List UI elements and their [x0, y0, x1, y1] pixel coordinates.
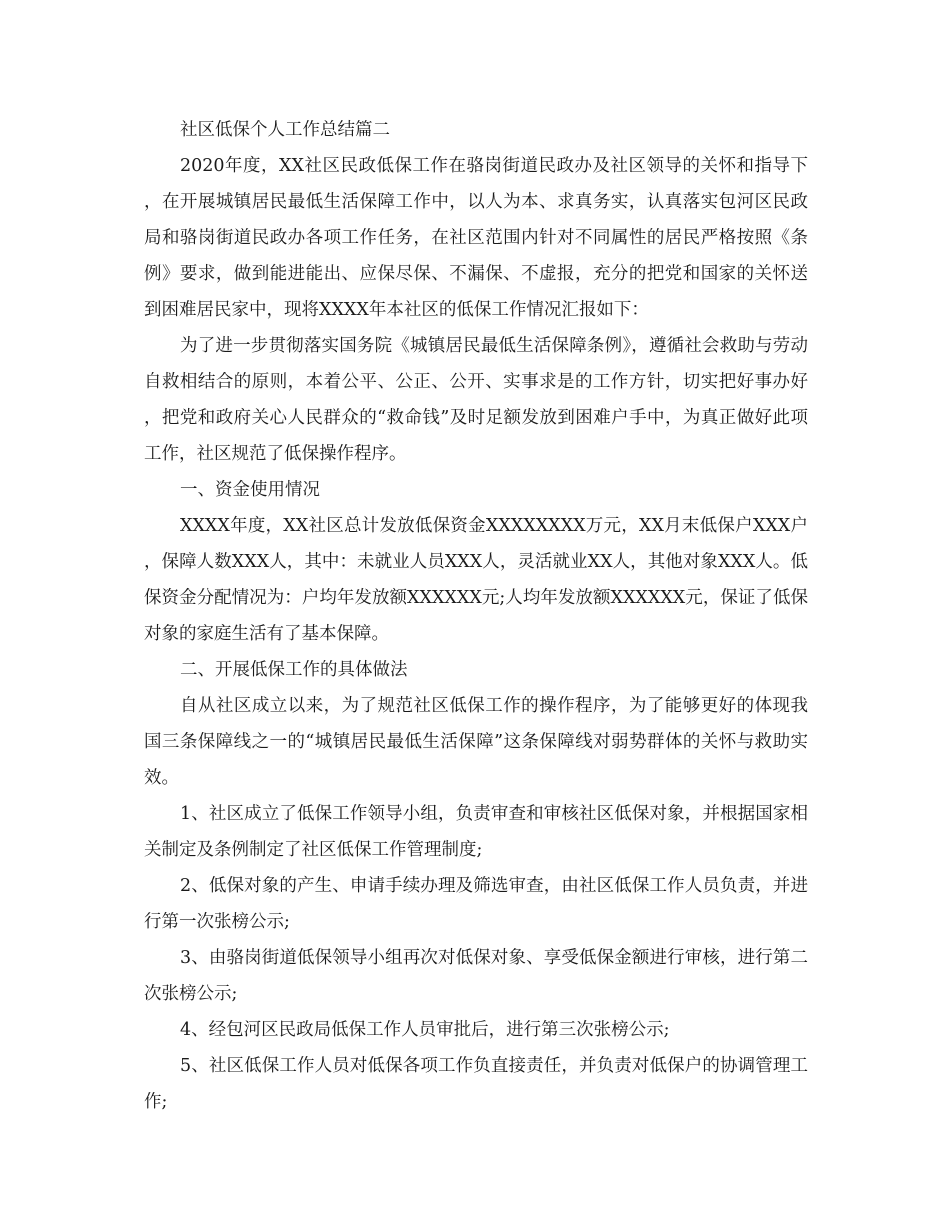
section-heading-methods: 二、开展低保工作的具体做法 — [180, 660, 408, 680]
list-item: 1、社区成立了低保工作领导小组，负责审查和审核社区低保对象，并根据国家相关制定及条例制定了社区低保工作管理制度; — [144, 804, 808, 860]
list-item: 3、由骆岗街道低保领导小组再次对低保对象、享受低保金额进行审核，进行第二次张榜公示; — [144, 948, 808, 1004]
document-page — [144, 112, 808, 1120]
paragraph-funds: XXXX年度，XX社区总计发放低保资金XXXXXXXX万元，XX月末低保户XXX户，保障人数XXX人，其中：未就业人员XXX人，灵活就业XX人，其他对象XXX人。低保资金分配情况为：户均年发放额XXXXXX元;人均年发放额XXXXXX元，保证了低保对象的家庭生活有了基本保障。 — [144, 516, 808, 644]
list-item: 5、社区低保工作人员对低保各项工作负直接责任，并负责对低保户的协调管理工作; — [144, 1056, 808, 1112]
paragraph-intro: 2020年度，XX社区民政低保工作在骆岗街道民政办及社区领导的关怀和指导下，在开展城镇居民最低生活保障工作中，以人为本、求真务实，认真落实包河区民政局和骆岗街道民政办各项工作任务，在社区范围内针对不同属性的居民严格按照《条例》要求，做到能进能出、应保尽保、不漏保、不虚报，充分的把党和国家的关怀送到困难居民家中，现将XXXX年本社区的低保工作情况汇报如下： — [144, 156, 808, 320]
list-item: 2、低保对象的产生、申请手续办理及筛选审查，由社区低保工作人员负责，并进行第一次张榜公示; — [144, 876, 808, 932]
document-title: 社区低保个人工作总结篇二 — [180, 120, 390, 140]
list-item: 4、经包河区民政局低保工作人员审批后，进行第三次张榜公示; — [180, 1020, 670, 1040]
section-heading-funds: 一、资金使用情况 — [180, 480, 320, 500]
paragraph-purpose: 为了进一步贯彻落实国务院《城镇居民最低生活保障条例》，遵循社会救助与劳动自救相结合的原则，本着公平、公正、公开、实事求是的工作方针，切实把好事办好，把党和政府关心人民群众的“救命钱”及时足额发放到困难户手中，为真正做好此项工作，社区规范了低保操作程序。 — [144, 336, 808, 464]
paragraph-methods-intro: 自从社区成立以来，为了规范社区低保工作的操作程序，为了能够更好的体现我国三条保障线之一的“城镇居民最低生活保障”这条保障线对弱势群体的关怀与救助实效。 — [144, 696, 808, 788]
